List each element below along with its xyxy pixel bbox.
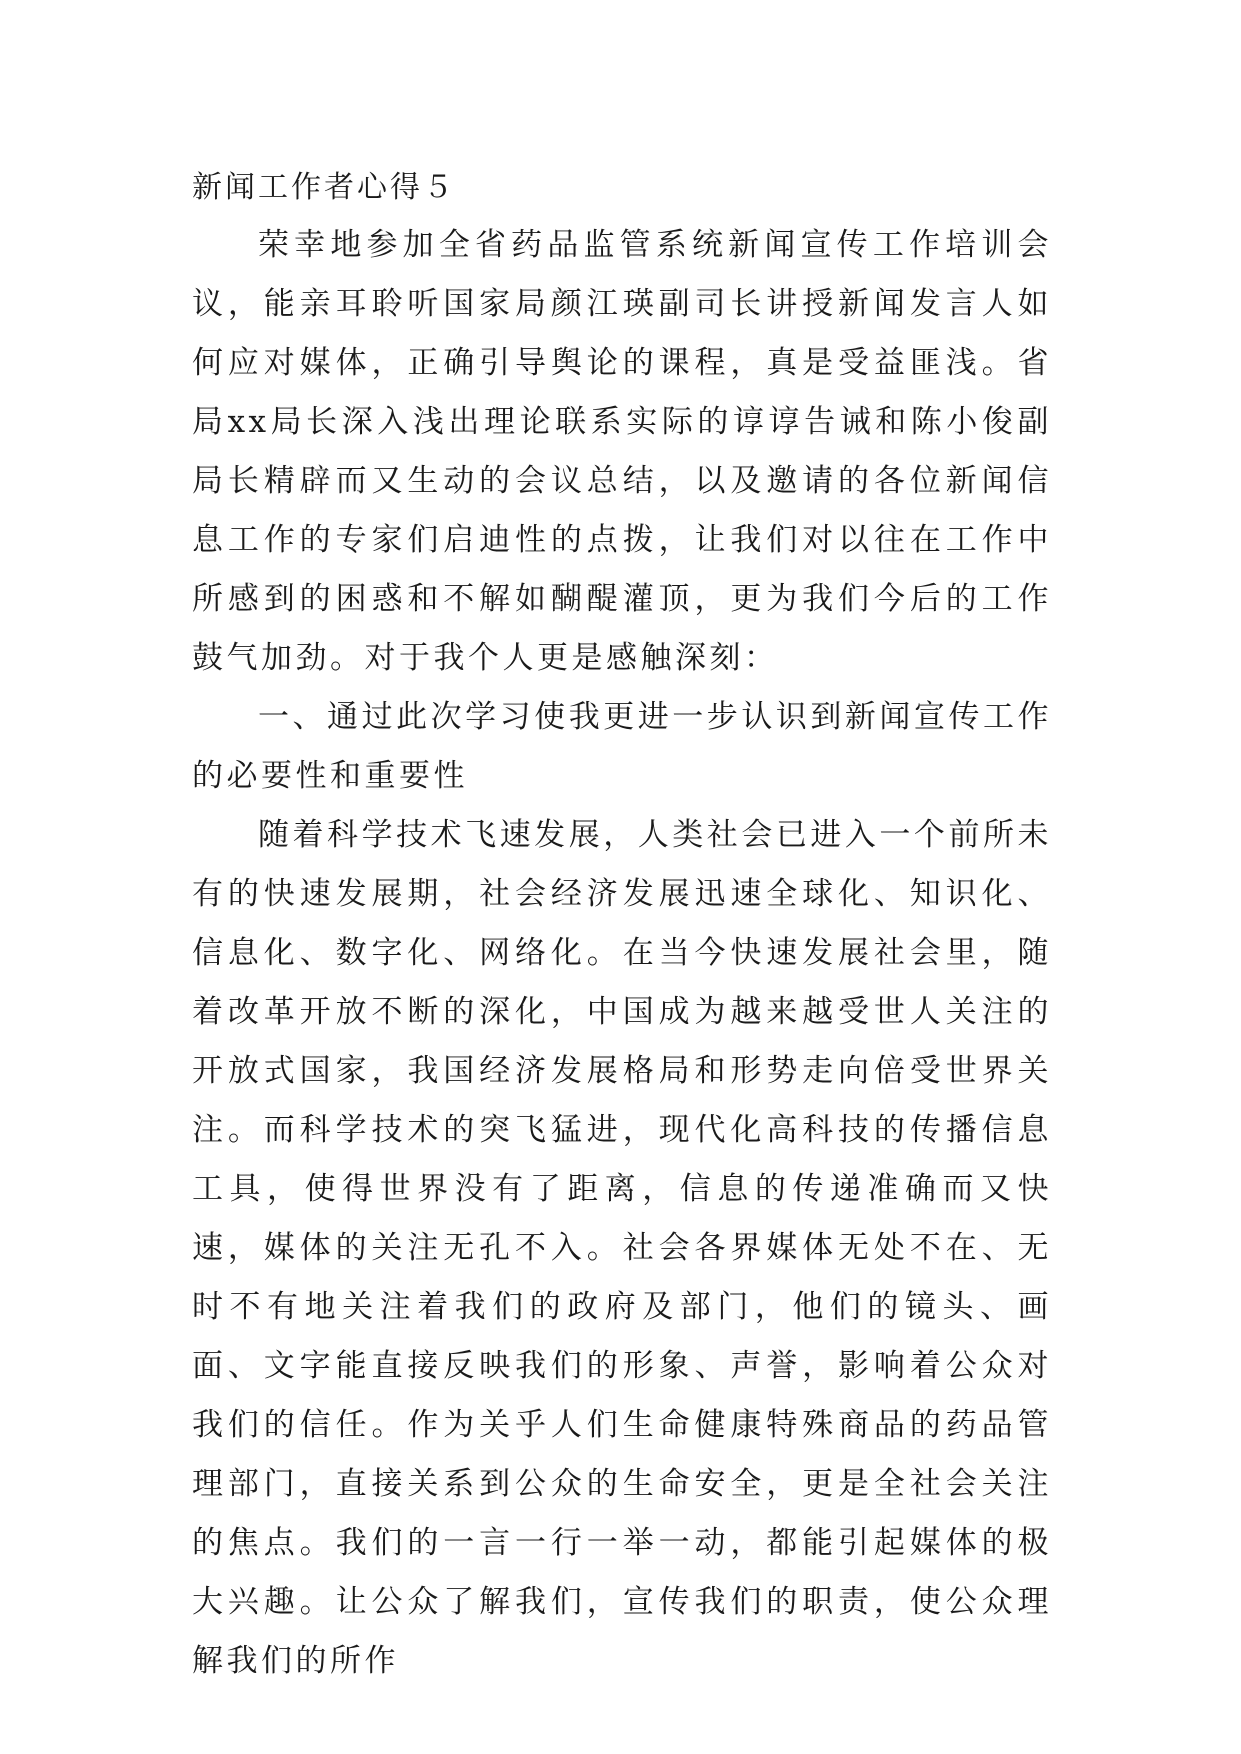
document-title: 新闻工作者心得５ xyxy=(192,170,456,205)
paragraph-intro: 荣幸地参加全省药品监管系统新闻宣传工作培训会议，能亲耳聆听国家局颜江瑛副司长讲授新闻发言人如何应对媒体，正确引导舆论的课程，真是受益匪浅。省局xx局长深入浅出理论联系实际的谆谆告诫和陈小俊副局长精辟而又生动的会议总结，以及邀请的各位新闻信息工作的专家们启迪性的点拨，让我们对以往在工作中所感到的困惑和不解如醐醍灌顶，更为我们今后的工作鼓气加劲。对于我个人更是感触深刻： xyxy=(192,227,1052,676)
paragraph-body: 随着科学技术飞速发展，人类社会已进入一个前所未有的快速发展期，社会经济发展迅速全球化、知识化、信息化、数字化、网络化。在当今快速发展社会里，随着改革开放不断的深化，中国成为越来越受世人关注的开放式国家，我国经济发展格局和形势走向倍受世界关注。而科学技术的突飞猛进，现代化高科技的传播信息工具，使得世界没有了距离，信息的传递准确而又快速，媒体的关注无孔不入。社会各界媒体无处不在、无时不有地关注着我们的政府及部门，他们的镜头、画面、文字能直接反映我们的形象、声誉，影响着公众对我们的信任。作为关乎人们生命健康特殊商品的药品管理部门，直接关系到公众的生命安全，更是全社会关注的焦点。我们的一言一行一举一动，都能引起媒体的极大兴趣。让公众了解我们，宣传我们的职责，使公众理解我们的所作 xyxy=(192,817,1052,1679)
document-body xyxy=(192,160,1052,1691)
section-heading-1: 一、通过此次学习使我更进一步认识到新闻宣传工作的必要性和重要性 xyxy=(192,699,1052,794)
